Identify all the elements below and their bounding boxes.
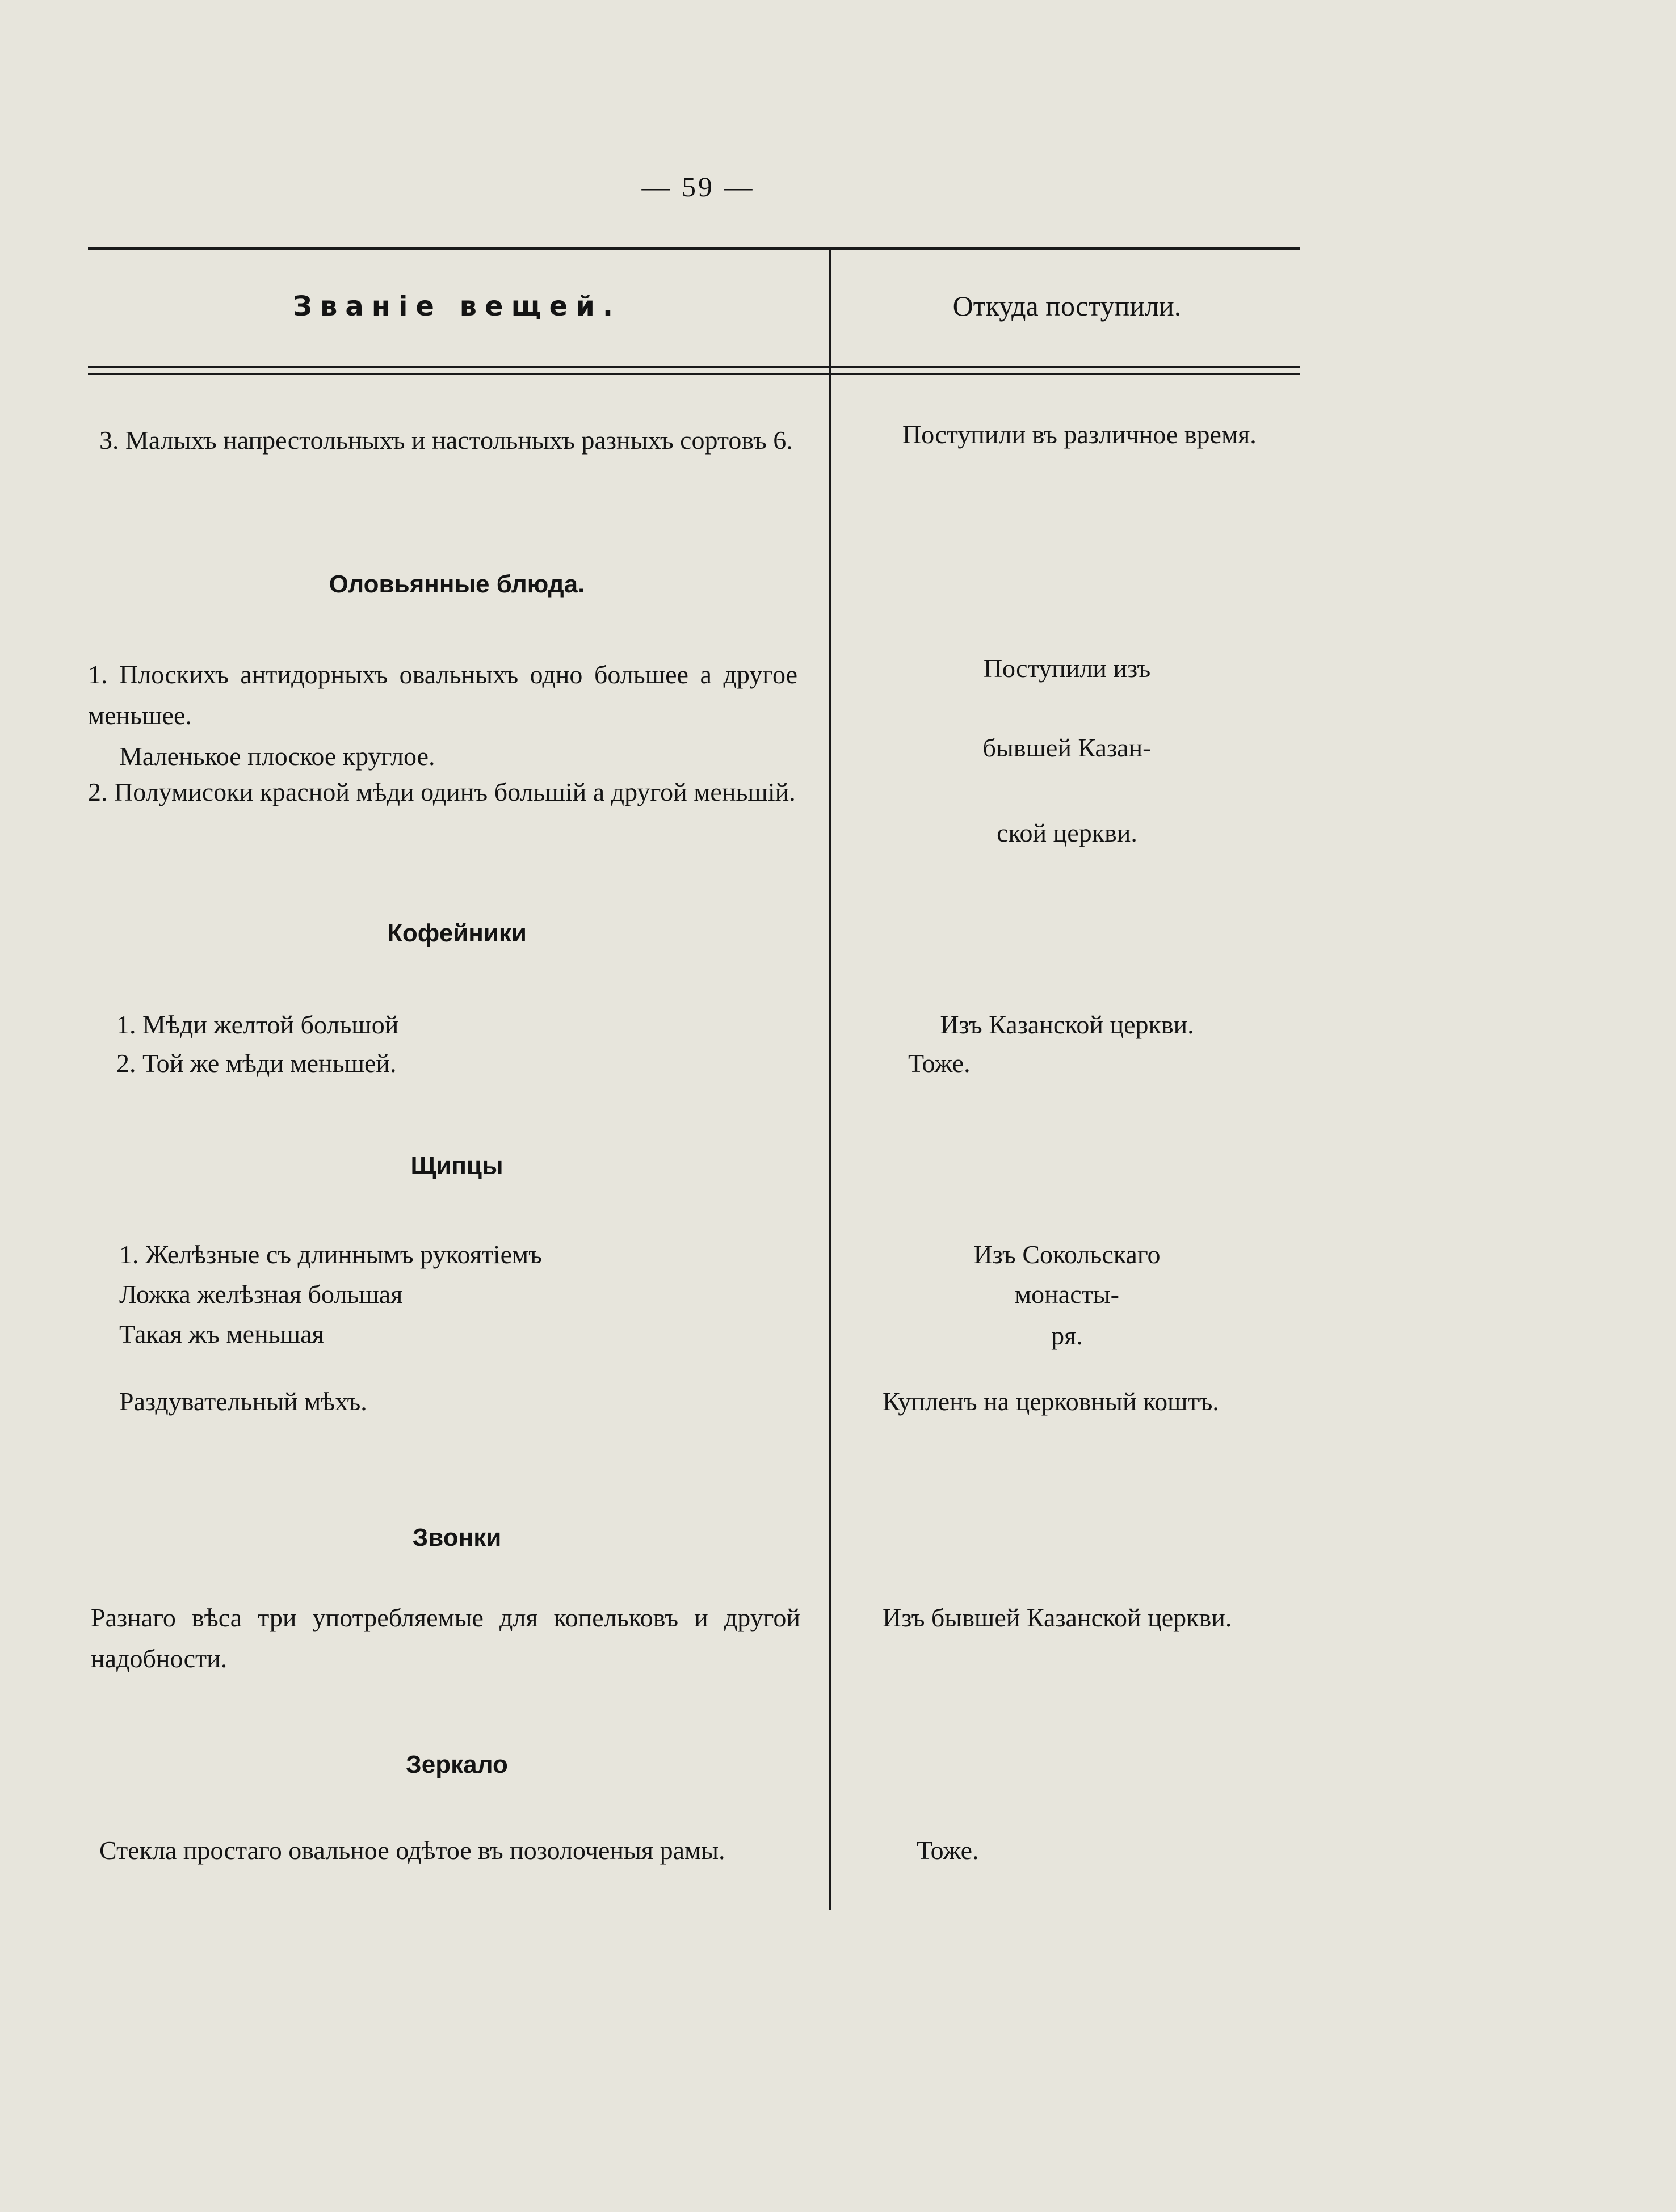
item-text: Раздувательный мѣхъ. — [119, 1387, 367, 1416]
item-text: Стекла простаго овальное одѣтое въ позолоченыя рамы. — [99, 1836, 725, 1865]
top-rule — [88, 247, 1300, 250]
item-text: 1. Плоскихъ антидорныхъ овальныхъ одно большее а другое меньшее. — [88, 660, 797, 730]
source-text: Изъ бывшей Казанской церкви. — [883, 1603, 1232, 1632]
source-text: Тоже. — [917, 1836, 979, 1865]
header-rule-upper — [88, 366, 1300, 368]
item-text: 2. Той же мѣди меньшей. — [116, 1049, 397, 1078]
section-heading: Оловьянные блюда. — [329, 570, 585, 598]
item-text: Такая жъ меньшая — [119, 1319, 324, 1348]
section-heading: Щипцы — [410, 1152, 503, 1180]
source-text: бывшей Казан- — [982, 733, 1152, 762]
source-text: Поступили въ различное время. — [902, 420, 1257, 449]
source-text: ря. — [1051, 1321, 1083, 1350]
section-heading: Кофейники — [387, 919, 527, 947]
section-heading: Звонки — [412, 1524, 502, 1551]
item-text: 3. Малыхъ напрестольныхъ и настольныхъ разныхъ сортовъ 6. — [99, 426, 793, 455]
item-text: Ложка желѣзная большая — [119, 1280, 403, 1309]
column-header-items: Званіе вещей. — [292, 291, 621, 322]
source-text: Купленъ на церковный коштъ. — [883, 1387, 1219, 1416]
item-text: 1. Желѣзные съ длиннымъ рукоятiемъ — [119, 1240, 542, 1269]
column-divider — [829, 247, 831, 1910]
source-text: ской церкви. — [997, 818, 1137, 847]
source-text: Тоже. — [908, 1049, 971, 1078]
item-text: Разнаго вѣса три употребляемые для копельковъ и другой надобности. — [91, 1603, 800, 1673]
item-text: Маленькое плоское круглое. — [119, 742, 435, 771]
column-header-source: Откуда поступили. — [952, 290, 1182, 322]
item-text: 1. Мѣди желтой большой — [116, 1010, 399, 1039]
item-text: 2. Полумисоки красной мѣди одинъ большiй а другой меньшiй. — [88, 777, 796, 806]
section-heading: Зеркало — [406, 1751, 508, 1778]
header-rule-lower — [88, 373, 1300, 375]
source-text: Изъ Сокольскаго — [973, 1240, 1161, 1269]
page-number: — 59 — — [641, 171, 755, 203]
source-text: монасты- — [1015, 1280, 1119, 1309]
source-text: Изъ Казанской церкви. — [940, 1010, 1194, 1039]
source-text: Поступили изъ — [983, 654, 1151, 683]
